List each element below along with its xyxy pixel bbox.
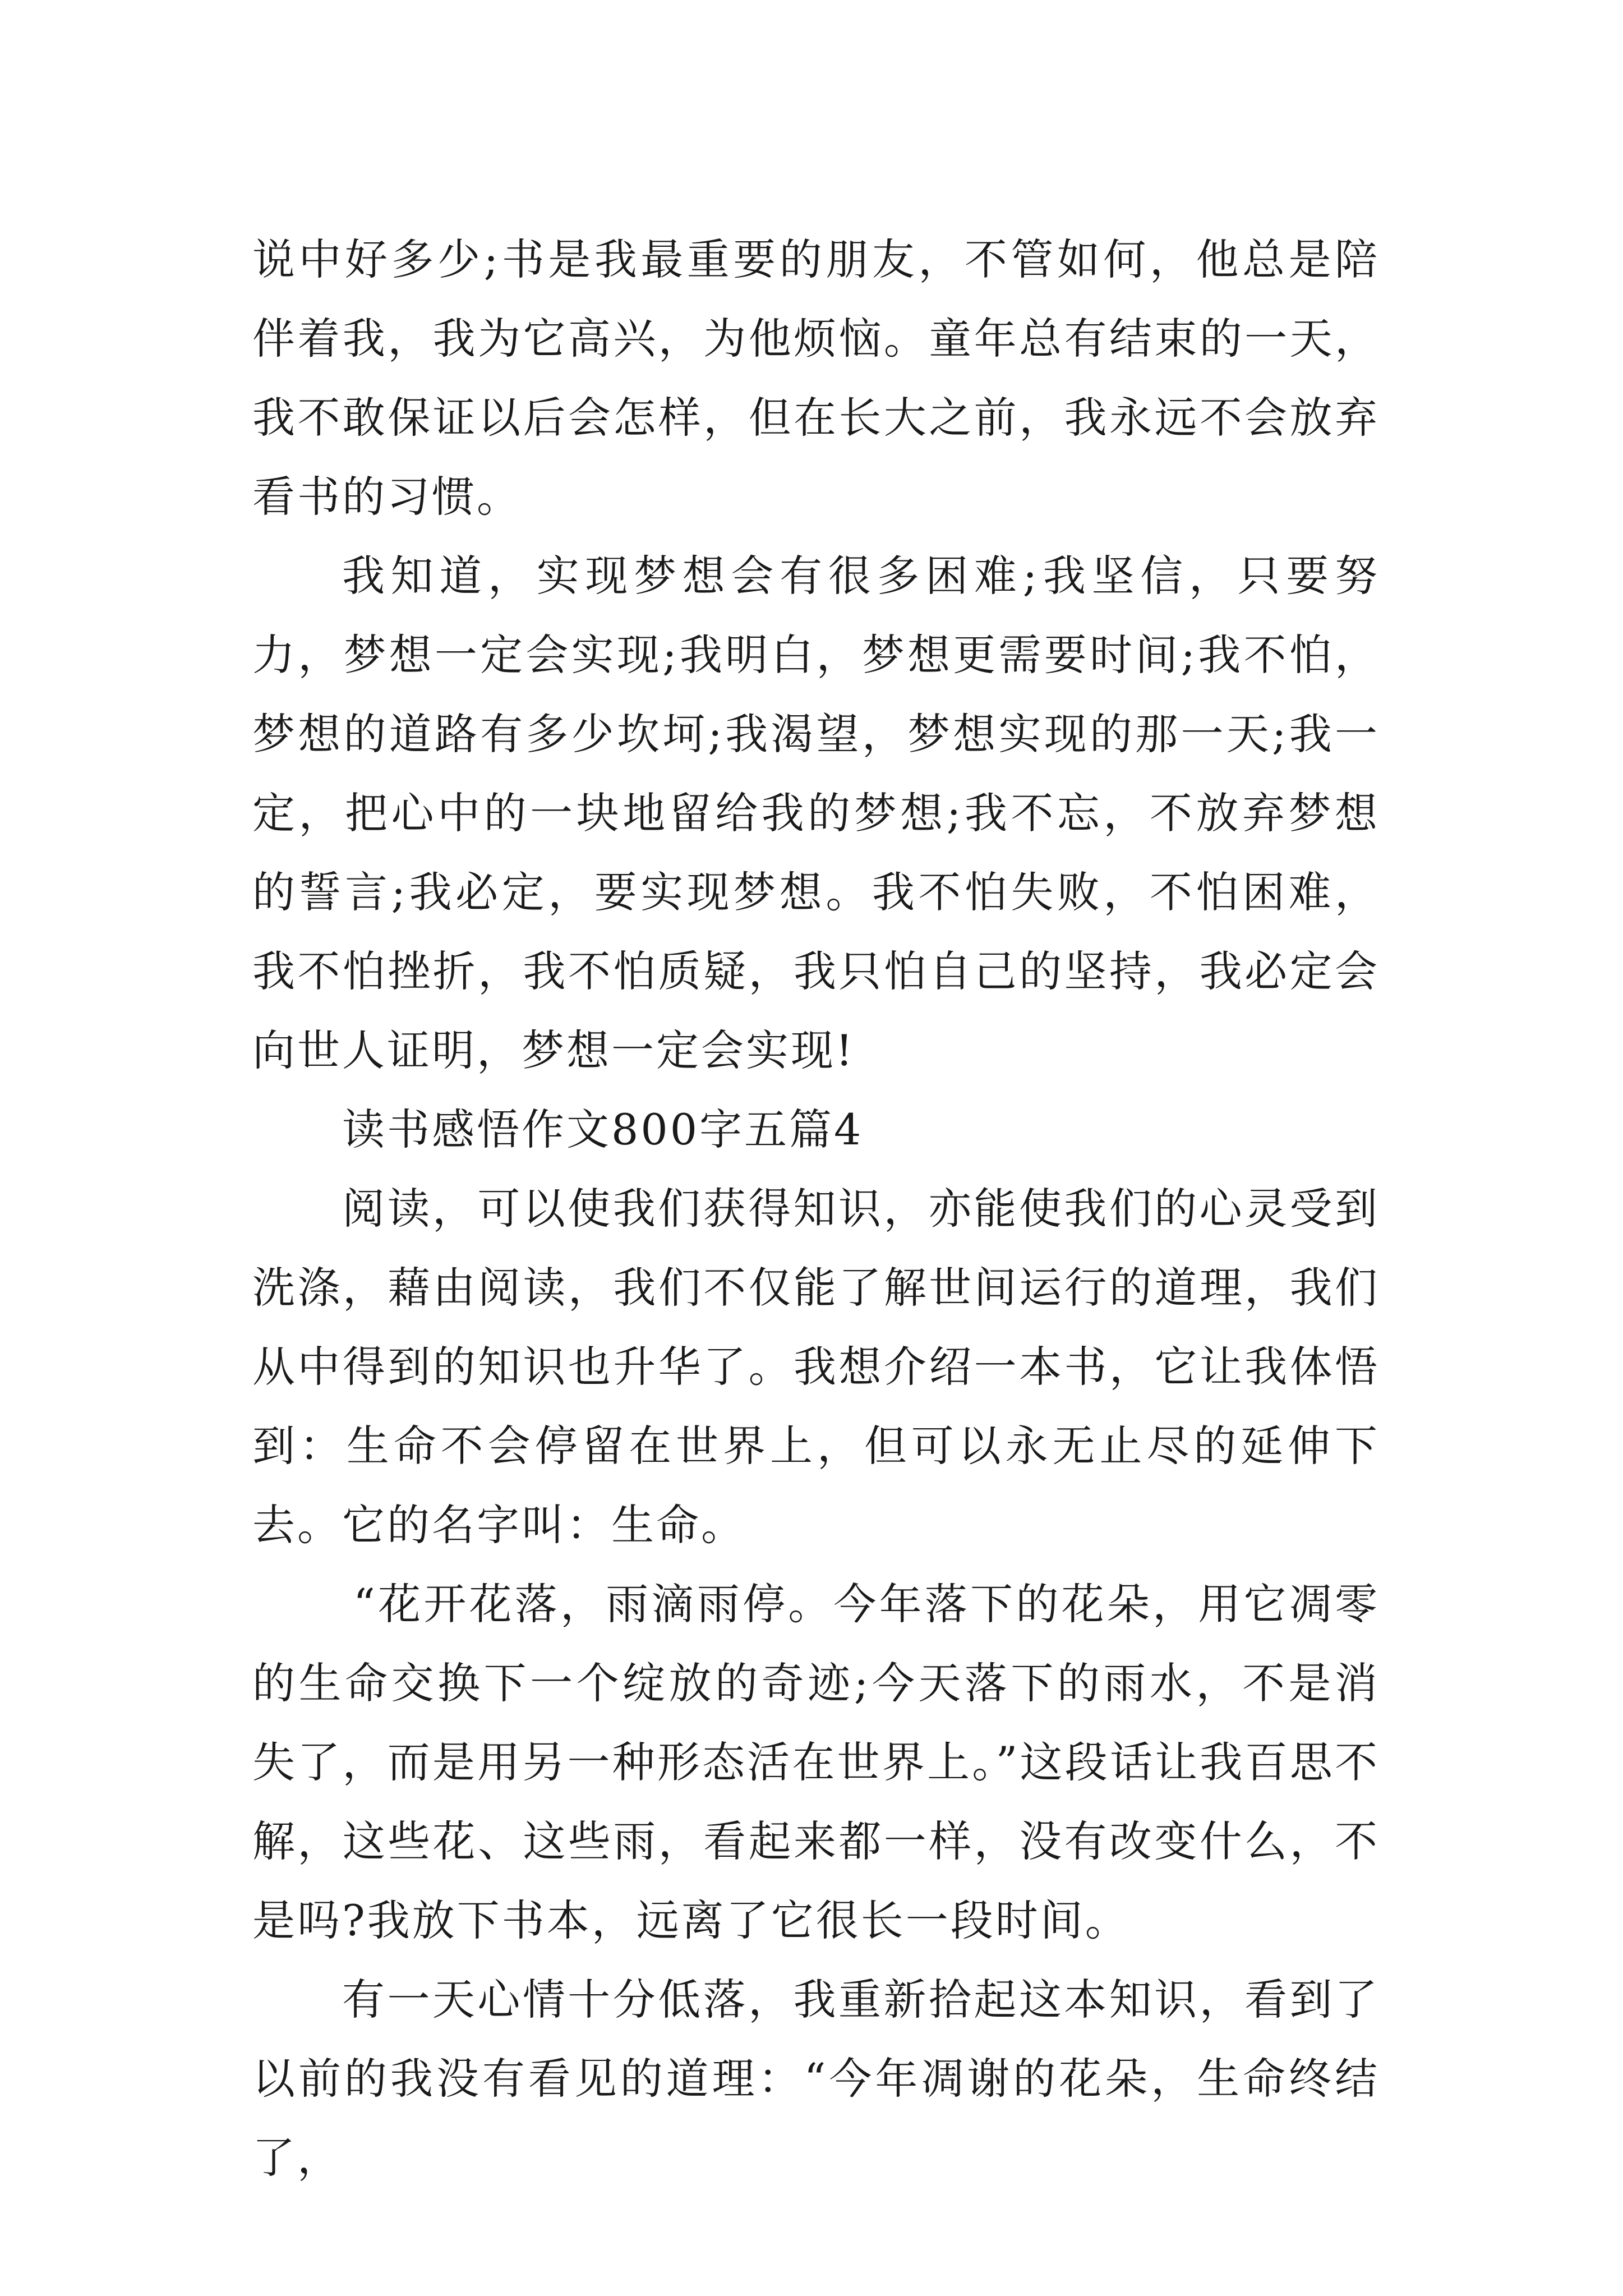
paragraph-dream: 我知道，实现梦想会有很多困难;我坚信，只要努力，梦想一定会实现;我明白，梦想更需要时间;我不怕，梦想的道路有多少坎坷;我渴望，梦想实现的那一天;我一定，把心中的一块地留给我的梦想;我不忘，不放弃梦想的誓言;我必定，要实现梦想。我不怕失败，不怕困难，我不怕挫折，我不怕质疑，我只怕自己的坚持，我必定会向世人证明，梦想一定会实现! [252, 551, 1380, 1075]
paragraph-reading: 阅读，可以使我们获得知识，亦能使我们的心灵受到洗涤，藉由阅读，我们不仅能了解世间运行的道理，我们从中得到的知识也升华了。我想介绍一本书，它让我体悟到：生命不会停留在世界上，但可以永无止尽的延伸下去。它的名字叫：生命。 [252, 1184, 1380, 1550]
document-body [252, 220, 1380, 2197]
paragraph-quote: “花开花落，雨滴雨停。今年落下的花朵，用它凋零的生命交换下一个绽放的奇迹;今天落下的雨水，不是消失了，而是用另一种形态活在世界上。”这段话让我百思不解，这些花、这些雨，看起来都一样，没有改变什么，不是吗?我放下书本，远离了它很长一段时间。 [252, 1579, 1380, 1945]
section-heading: 读书感悟作文800字五篇4 [342, 1105, 864, 1154]
paragraph-low-mood: 有一天心情十分低落，我重新拾起这本知识，看到了以前的我没有看见的道理：“今年凋谢的花朵，生命终结了， [252, 1975, 1380, 2183]
paragraph-continuation: 说中好多少;书是我最重要的朋友，不管如何，他总是陪伴着我，我为它高兴，为他烦恼。童年总有结束的一天，我不敢保证以后会怎样，但在长大之前，我永远不会放弃看书的习惯。 [252, 234, 1380, 522]
